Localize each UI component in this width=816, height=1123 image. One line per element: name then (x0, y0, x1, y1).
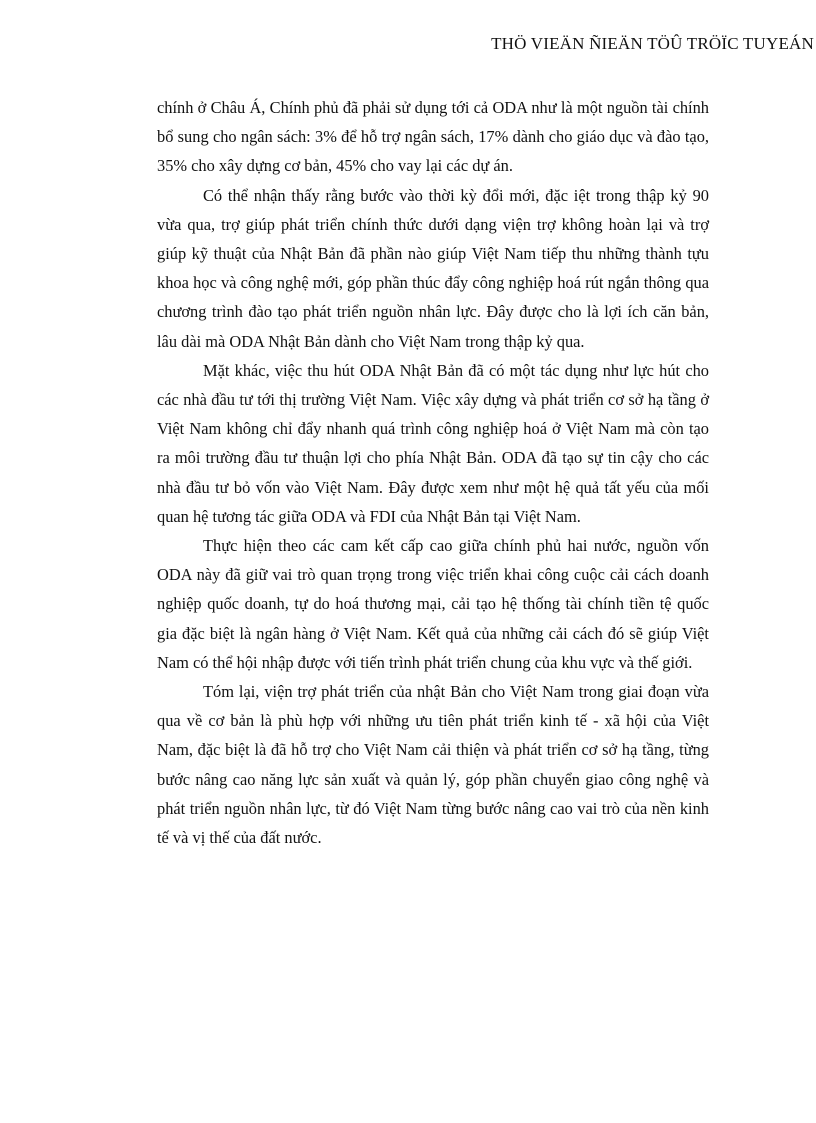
paragraph-conclusion: Tóm lại, viện trợ phát triển của nhật Bản cho Việt Nam trong giai đoạn vừa qua về cơ bản là phù hợp với những ưu tiên phát triển kinh tế - xã hội của Việt Nam, đặc biệt là đã hỗ trợ cho Việt Nam cải thiện và phát triển cơ sở hạ tầng, từng bước nâng cao năng lực sản xuất và quản lý, góp phần chuyển giao công nghệ và phát triển nguồn nhân lực, từ đó Việt Nam từng bước nâng cao vai trò của nền kinh tế và vị thế của đất nước. (157, 682, 709, 848)
paragraph-reform-role: Thực hiện theo các cam kết cấp cao giữa chính phủ hai nước, nguồn vốn ODA này đã giữ vai trò quan trọng trong việc triển khai công cuộc cải cách doanh nghiệp quốc doanh, tự do hoá thương mại, cải tạo hệ thống tài chính tiền tệ quốc gia đặc biệt là ngân hàng ở Việt Nam. Kết quả của những cải cách đó sẽ giúp Việt Nam có thể hội nhập được với tiến trình phát triển chung của khu vực và thế giới. (157, 536, 709, 672)
page-header: THÖ VIEÄN ÑIEÄN TÖÛ TRÖÏC TUYEÁN (491, 34, 814, 53)
document-body (157, 93, 709, 852)
paragraph-investment-attraction: Mặt khác, việc thu hút ODA Nhật Bản đã có một tác dụng như lực hút cho các nhà đầu tư tới thị trường Việt Nam. Việc xây dựng và phát triển cơ sở hạ tầng ở Việt Nam không chỉ đẩy nhanh quá trình công nghiệp hoá ở Việt Nam mà còn tạo ra môi trường đầu tư thuận lợi cho phía Nhật Bản. ODA đã tạo sự tin cậy cho các nhà đầu tư bỏ vốn vào Việt Nam. Đây được xem như một hệ quả tất yếu của mối quan hệ tương tác giữa ODA và FDI của Nhật Bản tại Việt Nam. (157, 360, 709, 526)
paragraph-knowledge-transfer: Có thể nhận thấy rằng bước vào thời kỳ đổi mới, đặc iệt trong thập kỷ 90 vừa qua, trợ giúp phát triển chính thức dưới dạng viện trợ không hoàn lại và trợ giúp kỹ thuật của Nhật Bản đã phần nào giúp Việt Nam tiếp thu những thành tựu khoa học và công nghệ mới, góp phần thúc đẩy công nghiệp hoá rút ngắn thông qua chương trình đào tạo phát triển nguồn nhân lực. Đây được cho là lợi ích căn bản, lâu dài mà ODA Nhật Bản dành cho Việt Nam trong thập kỷ qua. (157, 185, 709, 351)
paragraph-continuation: chính ở Châu Á, Chính phủ đã phải sử dụng tới cả ODA như là một nguồn tài chính bổ sung cho ngân sách: 3% để hỗ trợ ngân sách, 17% dành cho giáo dục và đào tạo, 35% cho xây dựng cơ bản, 45% cho vay lại các dự án. (157, 98, 709, 176)
